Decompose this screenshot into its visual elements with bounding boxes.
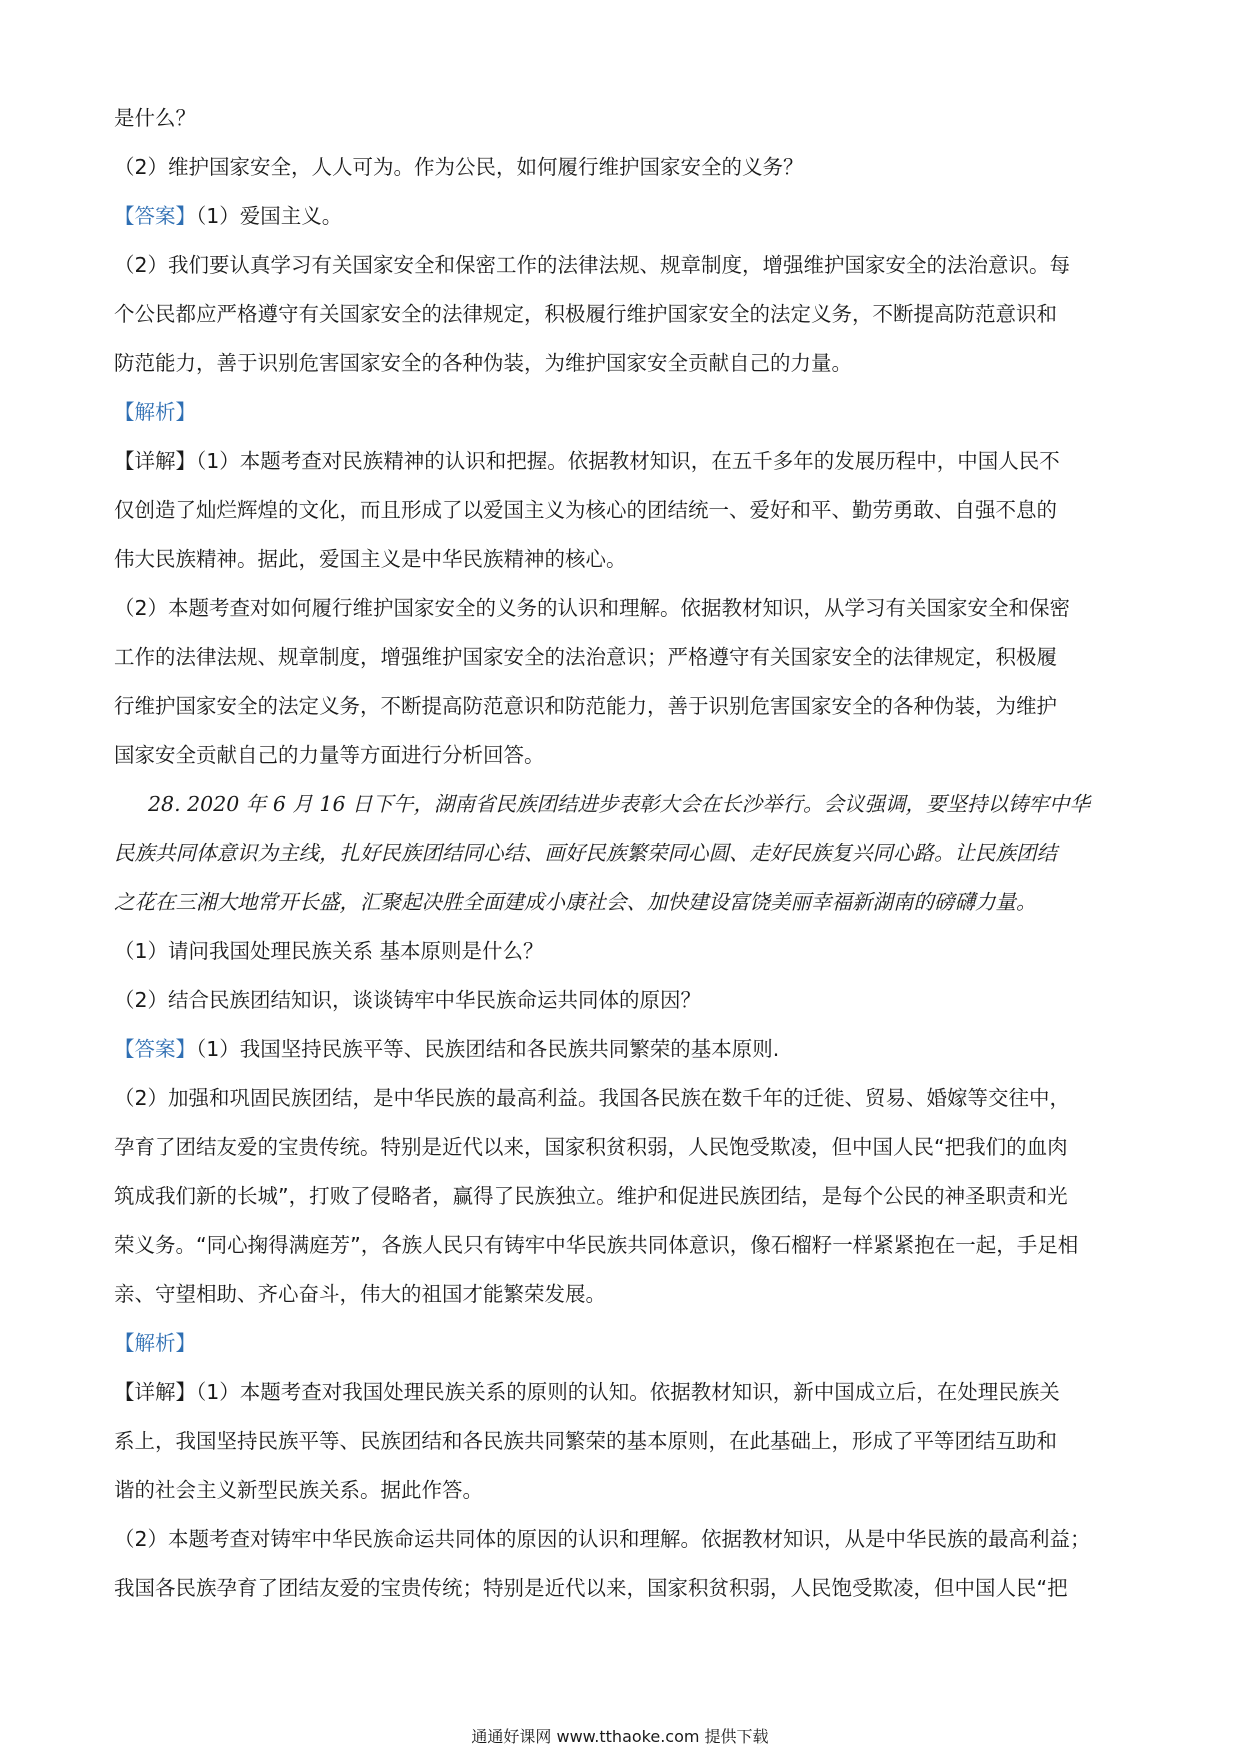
text-line: 我国各民族孕育了团结友爱的宝贵传统；特别是近代以来，国家积贫积弱，人民饱受欺凌，但中国人民“把	[114, 1576, 1068, 1600]
analysis-line	[114, 390, 1134, 434]
text-line: 国家安全贡献自己的力量等方面进行分析回答。	[114, 743, 545, 767]
text-line: 防范能力，善于识别危害国家安全的各种伪装，为维护国家安全贡献自己的力量。	[114, 351, 852, 375]
text-line: 工作的法律法规、规章制度，增强维护国家安全的法治意识；严格遵守有关国家安全的法律规定，积极履	[114, 645, 1057, 669]
text-line: 【详解】（1）本题考查对我国处理民族关系的原则的认知。依据教材知识，新中国成立后，在处理民族关	[114, 1380, 1060, 1404]
text-line: （2）加强和巩固民族团结，是中华民族的最高利益。我国各民族在数千年的迁徙、贸易、婚嫁等交往中，	[114, 1086, 1071, 1110]
text-line: 个公民都应严格遵守有关国家安全的法律规定，积极履行维护国家安全的法定义务，不断提高防范意识和	[114, 302, 1057, 326]
text-line: 是什么？	[114, 106, 196, 130]
answer-tag: 【答案】	[114, 1037, 196, 1061]
page-footer: 通通好课网 www.tthaoke.com 提供下载	[471, 1727, 769, 1746]
answer-tag: 【答案】	[114, 204, 196, 228]
text-line: 【详解】（1）本题考查对民族精神的认识和把握。依据教材知识，在五千多年的发展历程中，中国人民不	[114, 449, 1060, 473]
answer-line	[114, 1027, 1134, 1071]
text-line: 亲、守望相助、齐心奋斗，伟大的祖国才能繁荣发展。	[114, 1282, 606, 1306]
text-line: 谐的社会主义新型民族关系。据此作答。	[114, 1478, 483, 1502]
text-line: 筑成我们新的长城”，打败了侵略者，赢得了民族独立。维护和促进民族团结，是每个公民的神圣职责和光	[114, 1184, 1068, 1208]
text-line: 行维护国家安全的法定义务，不断提高防范意识和防范能力，善于识别危害国家安全的各种伪装，为维护	[114, 694, 1057, 718]
answer-text: （1）爱国主义。	[196, 204, 343, 228]
question-stem-line: 之花在三湘大地常开长盛，汇聚起决胜全面建成小康社会、加快建设富饶美丽幸福新湖南的磅礴力量。	[114, 890, 1037, 914]
question-stem-line: 民族共同体意识为主线，扎好民族团结同心结、画好民族繁荣同心圆、走好民族复兴同心路。让民族团结	[114, 841, 1057, 865]
answer-text: （1）我国坚持民族平等、民族团结和各民族共同繁荣的基本原则.	[196, 1037, 780, 1061]
text-line: （2）本题考查对铸牢中华民族命运共同体的原因的认识和理解。依据教材知识，从是中华民族的最高利益；	[114, 1527, 1091, 1551]
question-stem-line: 28. 2020 年 6 月 16 日下午，湖南省民族团结进步表彰大会在长沙举行。会议强调，要坚持以铸牢中华	[148, 792, 1090, 816]
answer-line	[114, 194, 1134, 238]
question-line: （1）请问我国处理民族关系 基本原则是什么？	[114, 939, 544, 963]
analysis-tag: 【解析】	[114, 400, 196, 424]
text-line: 伟大民族精神。据此，爱国主义是中华民族精神的核心。	[114, 547, 627, 571]
text-line: 系上，我国坚持民族平等、民族团结和各民族共同繁荣的基本原则，在此基础上，形成了平等团结互助和	[114, 1429, 1057, 1453]
text-line: 孕育了团结友爱的宝贵传统。特别是近代以来，国家积贫积弱，人民饱受欺凌，但中国人民“把我们的血肉	[114, 1135, 1068, 1159]
text-line: 仅创造了灿烂辉煌的文化，而且形成了以爱国主义为核心的团结统一、爱好和平、勤劳勇敢、自强不息的	[114, 498, 1057, 522]
text-line: （2）我们要认真学习有关国家安全和保密工作的法律法规、规章制度，增强维护国家安全的法治意识。每	[114, 253, 1071, 277]
analysis-tag: 【解析】	[114, 1331, 196, 1355]
analysis-line	[114, 1321, 1134, 1365]
text-line: （2）本题考查对如何履行维护国家安全的义务的认识和理解。依据教材知识，从学习有关国家安全和保密	[114, 596, 1071, 620]
question-line: （2）维护国家安全，人人可为。作为公民，如何履行维护国家安全的义务？	[114, 155, 804, 179]
question-line: （2）结合民族团结知识，谈谈铸牢中华民族命运共同体的原因？	[114, 988, 702, 1012]
text-line: 荣义务。“同心掬得满庭芳”，各族人民只有铸牢中华民族共同体意识，像石榴籽一样紧紧抱在一起，手足相	[114, 1233, 1079, 1257]
